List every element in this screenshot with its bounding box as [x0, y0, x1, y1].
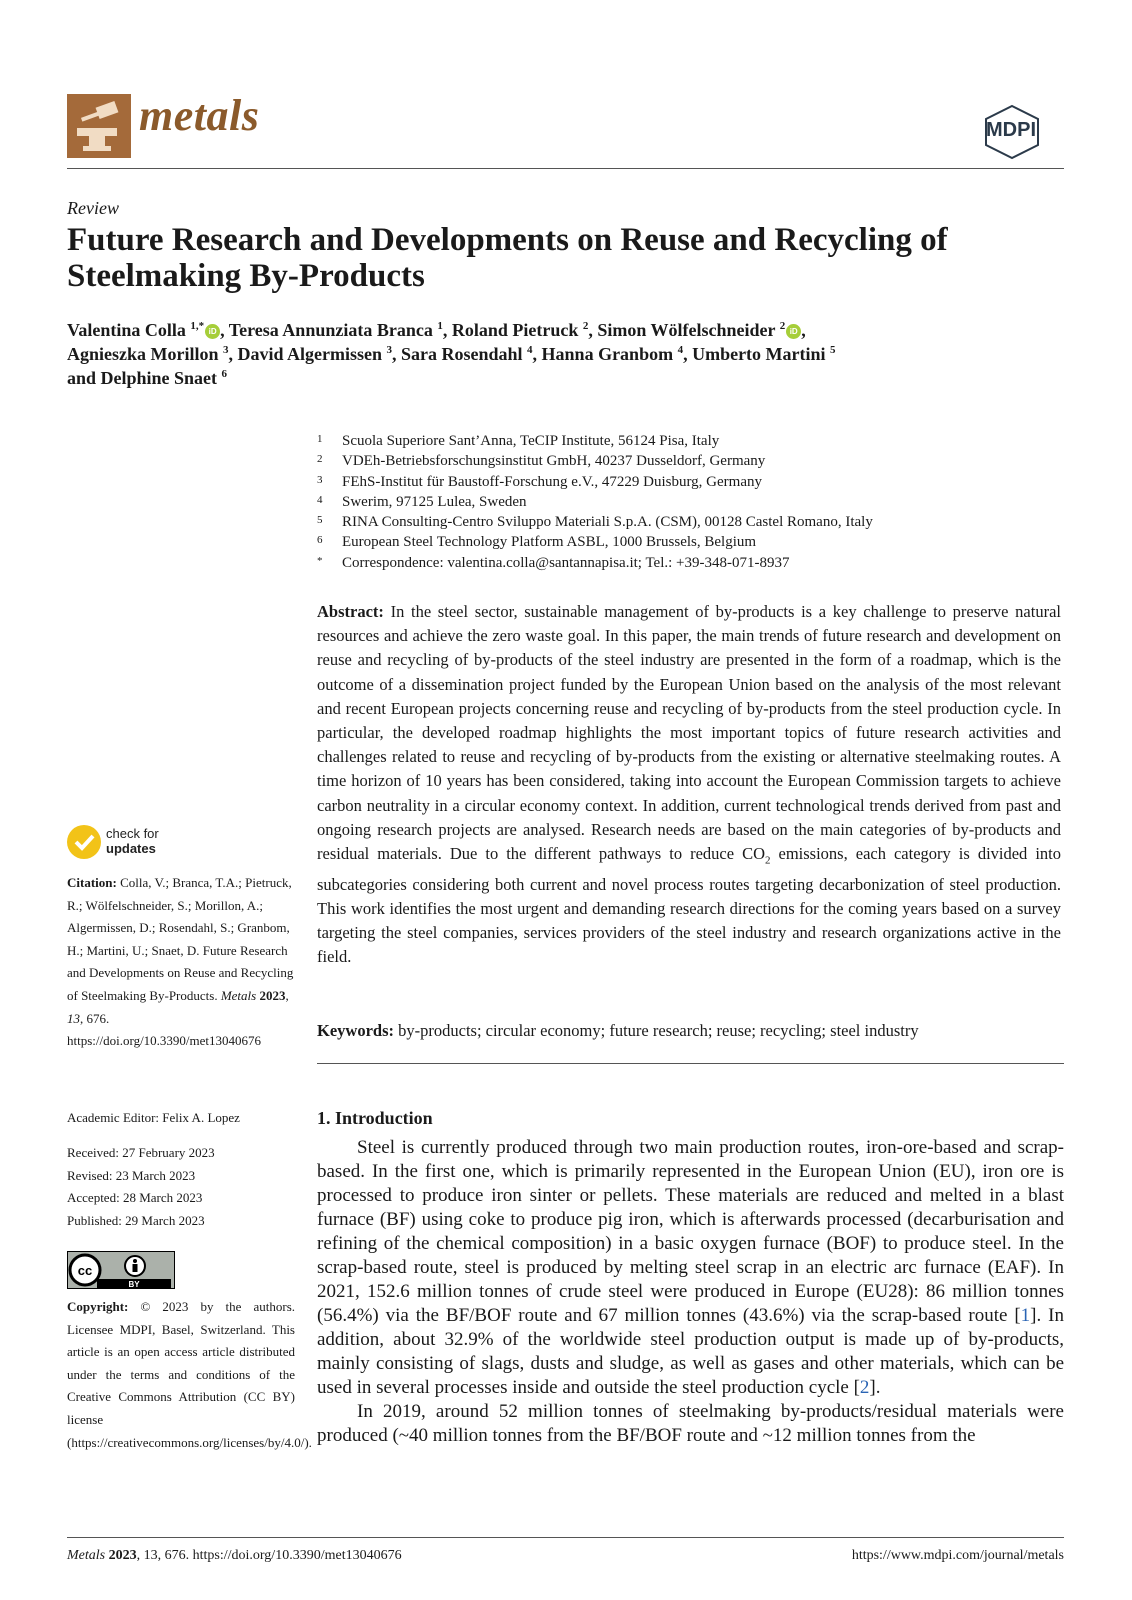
affiliation-text: European Steel Technology Platform ASBL, 1000 Brussels, Belgium [342, 534, 757, 551]
article-title: Future Research and Developments on Reuse and Recycling of Steelmaking By-Products [67, 222, 948, 294]
date-published: Published: 29 March 2023 [67, 1212, 205, 1228]
svg-text:cc: cc [77, 1263, 93, 1278]
section-divider [317, 1063, 1064, 1064]
footer-divider [67, 1537, 1064, 1538]
affiliation-text: FEhS-Institut für Baustoff-Forschung e.V., 47229 Duisburg, Germany [342, 473, 762, 490]
citation-doi[interactable]: , 676. https://doi.org/10.3390/met13040676 [67, 1010, 262, 1049]
affiliation-text: Scuola Superiore Sant’Anna, TeCIP Institute, 56124 Pisa, Italy [342, 433, 720, 449]
journal-name: metals [139, 91, 260, 140]
affiliation-row [317, 492, 1057, 512]
affiliation-number: 3 [317, 473, 323, 486]
footer-journal-url[interactable]: https://www.mdpi.com/journal/metals [851, 1548, 1064, 1563]
footer-citation [67, 1548, 402, 1564]
affiliation-number: * [317, 554, 323, 567]
check-updates-icon[interactable] [67, 825, 101, 859]
author-list [67, 318, 1057, 390]
copyright-notice [67, 1296, 312, 1454]
author-name: Hanna Granbom [541, 344, 674, 364]
reference-link[interactable]: 2 [859, 1377, 870, 1398]
affiliation-text: Correspondence: valentina.colla@santannapisa.it; Tel.: +39-348-071-8937 [342, 554, 790, 571]
publication-dates [67, 1142, 215, 1232]
introduction-body [317, 1136, 1064, 1448]
author-separator: , [442, 320, 452, 340]
affiliation-row [317, 553, 1057, 573]
author-affiliation-mark: 4 [677, 344, 684, 356]
author-separator: , [532, 344, 542, 364]
affiliation-number: 6 [317, 534, 323, 547]
cc-by-license-icon[interactable] [67, 1251, 175, 1289]
publisher-name: MDPI [986, 119, 1036, 141]
citation-block [67, 872, 295, 1053]
footer-journal: Metals [67, 1548, 106, 1563]
date-received: Received: 27 February 2023 [67, 1145, 215, 1160]
header-divider [67, 168, 1064, 169]
date-accepted: Accepted: 28 March 2023 [67, 1190, 203, 1206]
author-name: Umberto Martini [692, 344, 826, 364]
date-revised: Revised: 23 March 2023 [67, 1167, 196, 1183]
author-affiliation-mark: 2 [582, 320, 589, 332]
author-name: Valentina Colla [67, 320, 186, 340]
affiliation-row [317, 431, 1057, 451]
affiliations [317, 431, 1057, 573]
citation-text: Colla, V.; Branca, T.A.; Pietruck, R.; Wölfelschneider, S.; Morillon, A.; Algermissen, D.; Rosendahl, S.; Granbom, H.; Martini, U.; Snaet, D. Future Research and Developments on Reuse and Recycling of Steelmaking By-Products. [67, 875, 294, 1003]
check-updates-line2: updates [106, 841, 156, 856]
keywords [317, 1019, 1061, 1043]
citation-label: Citation: [67, 875, 117, 890]
author-affiliation-mark: 4 [527, 344, 533, 356]
author-separator: , [801, 320, 806, 340]
author-name: Simon Wölfelschneider [597, 320, 776, 340]
orcid-icon[interactable]: iD [786, 324, 801, 339]
paragraph: In 2019, around 52 million tonnes of steelmaking by-products/residual materials were produced (~40 million tonnes from the BF/BOF route and ~12 million tonnes from the [317, 1401, 1064, 1446]
author-separator: , [588, 320, 598, 340]
affiliation-row [317, 512, 1057, 532]
affiliation-row [317, 532, 1057, 552]
reference-link[interactable]: 1 [1020, 1305, 1031, 1326]
paragraph-text: ]. [869, 1377, 881, 1398]
affiliation-number: 1 [317, 433, 323, 445]
author-separator: , [392, 344, 402, 364]
paragraph-text: ]. In addition, about 32.9% of the worldwide steel production output is made up of by-products, mainly consisting of slags, dusts and sludge, as well as gases and other materials, which can be used in several processes inside and outside the steel production cycle [ [317, 1305, 1064, 1398]
affiliation-text: Swerim, 97125 Lulea, Sweden [342, 493, 527, 510]
affiliation-number: 4 [317, 493, 323, 506]
citation-year: 2023 [259, 987, 286, 1003]
affiliation-row [317, 472, 1057, 492]
author-name: Roland Pietruck [451, 320, 579, 340]
author-affiliation-mark: 3 [223, 344, 229, 356]
abstract-text-cont: emissions, each category is divided into subcategories considering both current and novel process routes targeting decarbonization of steel production. This work identifies the most urgent and demanding research directions for the coming years based on a survey targeting the steel companies, services providers of the steel industry and research organizations active in the field. [317, 844, 1061, 967]
abstract-text: In the steel sector, sustainable management of by-products is a key challenge to preserve natural resources and achieve the zero waste goal. In this paper, the main trends of future research and development on reuse and recycling of by-products of the steel industry are presented in the form of a roadmap, which is the outcome of a dissemination project funded by the European Union based on the analysis of the most relevant and recent European projects concerning reuse and recycling of by-products from the steel production cycle. In particular, the developed roadmap highlights the most important topics of future research activities and challenges related to reuse and recycling of by-products from the existing or alternative steelmaking routes. A time horizon of 10 years has been considered, taking into account the European Commission targets to achieve carbon neutrality in a circular economy context. In addition, current technological trends derived from past and ongoing research projects are analysed. Research needs are based on the main categories of by-products and residual materials. Due to the different pathways to reduce CO [317, 602, 1061, 864]
author-affiliation-mark: 2 [779, 320, 786, 332]
author-affiliation-mark: 6 [221, 368, 228, 380]
affiliation-number: 2 [317, 453, 323, 466]
abstract [317, 600, 1061, 969]
footer-doi[interactable]: , 13, 676. https://doi.org/10.3390/met13040676 [136, 1548, 402, 1563]
affiliation-number: 5 [317, 514, 323, 527]
author-separator: , [228, 344, 238, 364]
article-type: Review [67, 198, 119, 218]
author-separator: , [220, 320, 229, 340]
author-affiliation-mark: 1,* [190, 320, 205, 332]
keywords-text: by-products; circular economy; future research; reuse; recycling; steel industry [394, 1021, 919, 1040]
orcid-icon[interactable]: iD [205, 324, 220, 339]
author-affiliation-mark: 3 [386, 344, 393, 356]
author-separator: , [683, 344, 693, 364]
author-name: Teresa Annunziata Branca [228, 320, 433, 340]
copyright-label: Copyright: [67, 1299, 129, 1314]
paragraph [317, 1136, 1064, 1400]
cc-by-label: BY [128, 1280, 140, 1289]
anvil-hammer-icon [67, 94, 131, 158]
check-updates-label[interactable] [106, 826, 159, 856]
check-updates-line1: check for [106, 826, 159, 841]
abstract-label: Abstract: [317, 602, 384, 621]
author-name: Agnieszka Morillon [67, 344, 219, 364]
citation-volume: 13 [67, 1010, 80, 1026]
author-name: Sara Rosendahl [401, 344, 523, 364]
author-name: and Delphine Snaet [67, 368, 218, 388]
academic-editor: Academic Editor: Felix A. Lopez [67, 1110, 240, 1125]
author-affiliation-mark: 5 [830, 344, 836, 356]
abstract-subscript: 2 [765, 854, 771, 867]
affiliation-row [317, 451, 1057, 471]
journal-logo [67, 94, 131, 158]
footer-year: 2023 [108, 1548, 137, 1563]
section-heading: 1. Introduction [317, 1108, 433, 1128]
author-name: David Algermissen [237, 344, 383, 364]
affiliation-text: VDEh-Betriebsforschungsinstitut GmbH, 40237 Dusseldorf, Germany [342, 453, 766, 470]
affiliation-text: RINA Consulting-Centro Sviluppo Materiali S.p.A. (CSM), 00128 Castel Romano, Italy [342, 514, 873, 531]
citation-sep: , [285, 987, 289, 1003]
copyright-text: © 2023 by the authors. Licensee MDPI, Basel, Switzerland. This article is an open access article distributed under the terms and conditions of the Creative Commons Attribution (CC BY) license (https://creativecommons.org/licenses/by/4.0/). [67, 1299, 312, 1450]
author-affiliation-mark: 1 [437, 320, 443, 332]
citation-journal: Metals [220, 987, 257, 1003]
keywords-label: Keywords: [317, 1021, 394, 1040]
paragraph-text: Steel is currently produced through two main production routes, iron-ore-based and scrap-based. In the first one, which is primarily represented in the European Union (EU), iron ore is processed to produce iron sinter or pellets. These materials are reduced and melted in a blast furnace (BF) using coke to produce pig iron, which is afterwards processed (decarburisation and refining of the chemical composition) in a basic oxygen furnace (BOF) to produce steel. In the scrap-based route, steel is produced by melting steel scrap in an electric arc furnace (EAF). In 2021, 152.6 million tonnes of crude steel were produced in Europe (EU28): 86 million tonnes (56.4%) via the BF/BOF route and 67 million tonnes (43.6%) via the scrap-based route [ [317, 1137, 1064, 1326]
